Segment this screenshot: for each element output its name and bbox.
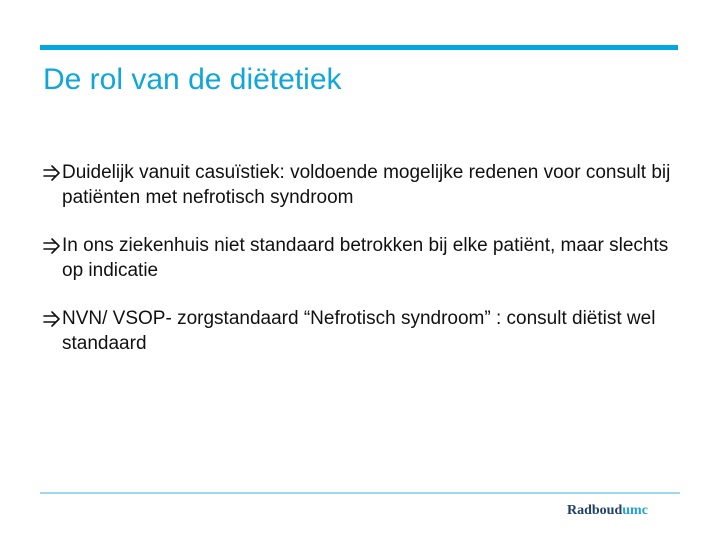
implies-arrow-icon <box>43 235 62 257</box>
footer-rule <box>40 492 680 494</box>
bullet-text: Duidelijk vanuit casuïstiek: voldoende mogelijke redenen voor consult bij patiënten met nefrotisch syndroom <box>62 162 671 208</box>
bullet-text: NVN/ VSOP- zorgstandaard “Nefrotisch syndroom” : consult diëtist wel standaard <box>62 308 656 354</box>
bullet-text: In ons ziekenhuis niet standaard betrokken bij elke patiënt, maar slechts op indicatie <box>62 235 669 281</box>
implies-arrow-icon <box>43 308 62 330</box>
bullet-item <box>43 160 683 210</box>
title-rule <box>40 45 678 50</box>
bullet-list <box>43 160 683 379</box>
logo-main-text: Radboud <box>567 503 623 518</box>
bullet-item <box>43 306 683 356</box>
radboudumc-logo <box>567 503 648 519</box>
bullet-item <box>43 233 683 283</box>
logo-suffix-text: umc <box>622 503 648 518</box>
implies-arrow-icon <box>43 162 62 184</box>
slide-title: De rol van de diëtetiek <box>43 63 342 96</box>
